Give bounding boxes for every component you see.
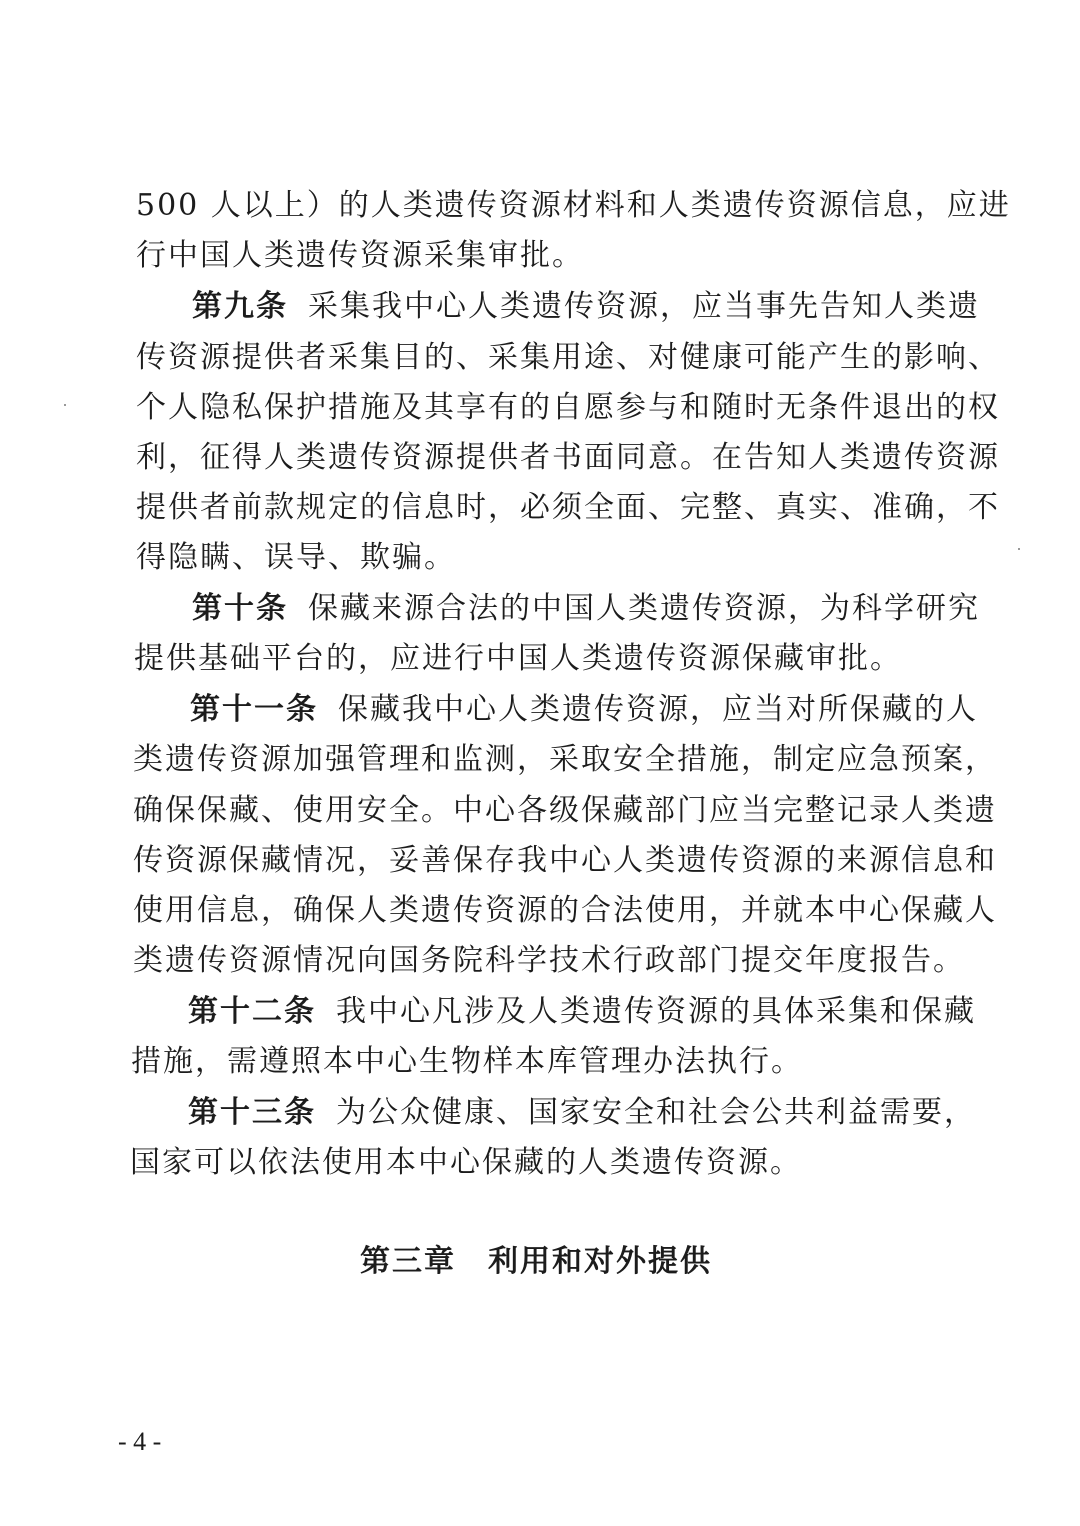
paragraph-line: 行中国人类遗传资源采集审批。 <box>136 238 584 273</box>
article-label: 第十条 <box>192 591 288 626</box>
article-label: 第十三条 <box>188 1095 316 1130</box>
paragraph-line: 提供基础平台的，应进行中国人类遗传资源保藏审批。 <box>134 641 902 676</box>
article-first-line <box>192 287 980 327</box>
paragraph-line: 确保保藏、使用安全。中心各级保藏部门应当完整记录人类遗 <box>133 793 997 828</box>
article-first-line <box>188 1093 976 1133</box>
paragraph-line: 类遗传资源情况向国务院科学技术行政部门提交年度报告。 <box>133 943 965 978</box>
paragraph-text: 保藏来源合法的中国人类遗传资源，为科学研究 <box>308 591 980 626</box>
scan-speck <box>64 404 66 406</box>
article-label: 第九条 <box>192 289 288 324</box>
article-first-line <box>192 589 980 629</box>
article-label: 第十一条 <box>190 692 318 727</box>
paragraph-text: 为公众健康、国家安全和社会公共利益需要， <box>336 1095 976 1130</box>
paragraph-line: 措施，需遵照本中心生物样本库管理办法执行。 <box>131 1044 803 1079</box>
paragraph-line: 得隐瞒、误导、欺骗。 <box>136 540 456 575</box>
paragraph-text: 采集我中心人类遗传资源，应当事先告知人类遗 <box>308 289 980 324</box>
page-number: - 4 - <box>118 1427 162 1456</box>
paragraph-line: 使用信息，确保人类遗传资源的合法使用，并就本中心保藏人 <box>133 893 997 928</box>
chapter-heading: 第三章 利用和对外提供 <box>360 1244 712 1279</box>
paragraph-line: 提供者前款规定的信息时，必须全面、完整、真实、准确，不 <box>136 490 1000 525</box>
paragraph-line: 500 人以上）的人类遗传资源材料和人类遗传资源信息，应进 <box>136 188 1011 223</box>
article-label: 第十二条 <box>188 994 316 1029</box>
paragraph-text: 保藏我中心人类遗传资源，应当对所保藏的人 <box>338 692 978 727</box>
paragraph-text: 我中心凡涉及人类遗传资源的具体采集和保藏 <box>336 994 976 1029</box>
paragraph-line: 个人隐私保护措施及其享有的自愿参与和随时无条件退出的权 <box>136 390 1000 425</box>
article-first-line <box>188 992 976 1032</box>
paragraph-line: 国家可以依法使用本中心保藏的人类遗传资源。 <box>130 1145 802 1180</box>
paragraph-line: 传资源提供者采集目的、采集用途、对健康可能产生的影响、 <box>136 340 1000 375</box>
scan-speck <box>1018 548 1020 550</box>
paragraph-line: 类遗传资源加强管理和监测，采取安全措施，制定应急预案， <box>133 742 997 777</box>
paragraph-line: 传资源保藏情况，妥善保存我中心人类遗传资源的来源信息和 <box>133 843 997 878</box>
paragraph-line: 利，征得人类遗传资源提供者书面同意。在告知人类遗传资源 <box>136 440 1000 475</box>
article-first-line <box>190 690 978 730</box>
